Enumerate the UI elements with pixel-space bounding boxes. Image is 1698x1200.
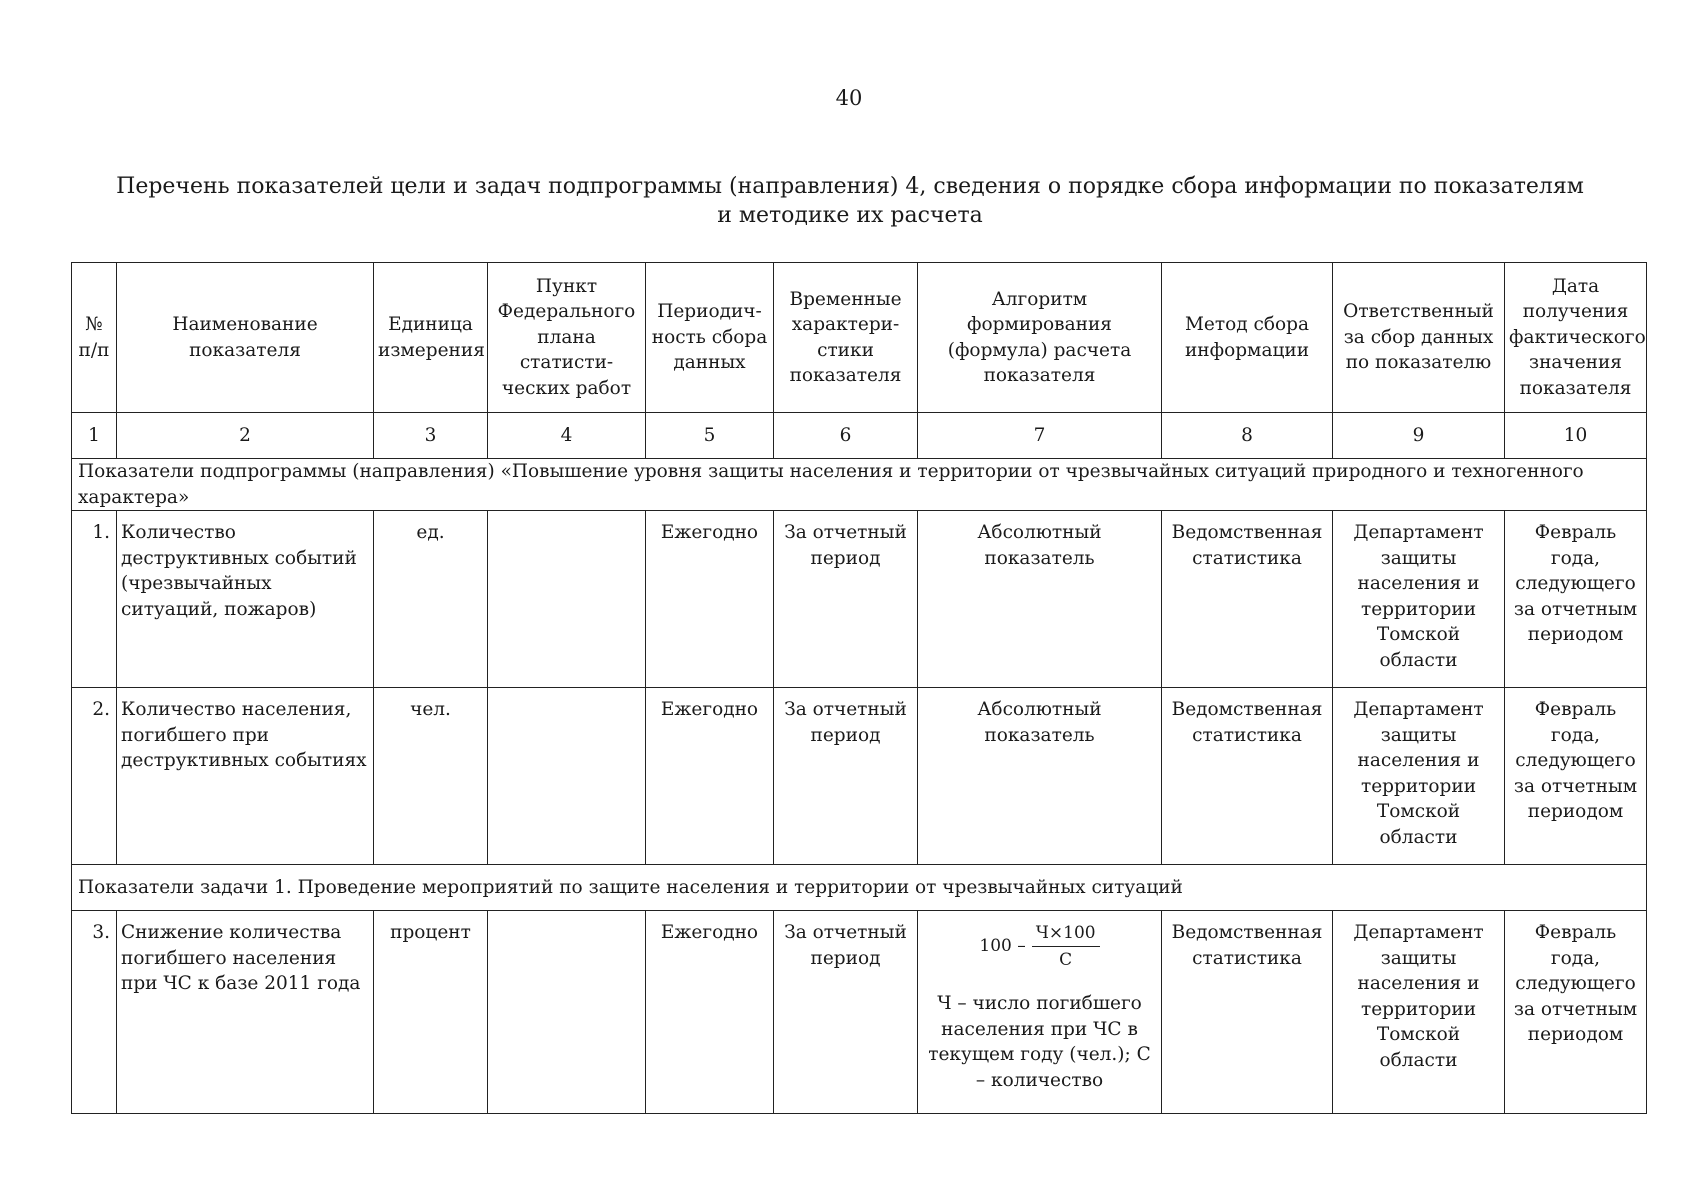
header-cell: Дата получения фактического значения показателя bbox=[1505, 263, 1647, 413]
section-row bbox=[72, 459, 1647, 511]
document-title bbox=[100, 172, 1600, 230]
date-cell: Февраль года, следующего за отчетным периодом bbox=[1505, 911, 1647, 1114]
formula-denominator: С bbox=[1059, 950, 1073, 970]
indicators-table bbox=[71, 262, 1647, 1114]
unit-cell: чел. bbox=[374, 688, 488, 865]
section-row bbox=[72, 865, 1647, 911]
section-heading: Показатели подпрограммы (направления) «Повышение уровня защиты населения и территории от чрезвычайных ситуаций природного и техногенного характера» bbox=[72, 459, 1647, 511]
header-cell: Алгоритм формирования (формула) расчета показателя bbox=[918, 263, 1162, 413]
column-number: 8 bbox=[1162, 413, 1333, 459]
header-cell: № п/п bbox=[72, 263, 117, 413]
date-cell: Февраль года, следующего за отчетным периодом bbox=[1505, 511, 1647, 688]
algorithm-cell bbox=[918, 911, 1162, 1114]
column-number: 6 bbox=[774, 413, 918, 459]
formula-fraction bbox=[1032, 920, 1100, 973]
indicator-name: Количество населения, погибшего при деструктивных событиях bbox=[117, 688, 374, 865]
time-cell: За отчетный период bbox=[774, 688, 918, 865]
row-number: 2. bbox=[72, 688, 117, 865]
header-cell: Метод сбора информации bbox=[1162, 263, 1333, 413]
column-number: 1 bbox=[72, 413, 117, 459]
header-row bbox=[72, 263, 1647, 413]
column-number: 5 bbox=[646, 413, 774, 459]
table-row bbox=[72, 511, 1647, 688]
header-cell: Периодич-ность сбора данных bbox=[646, 263, 774, 413]
title-line-1: Перечень показателей цели и задач подпрограммы (направления) 4, сведения о порядке сбора информации по показателям bbox=[116, 174, 1584, 199]
column-number-row bbox=[72, 413, 1647, 459]
table-row bbox=[72, 688, 1647, 865]
column-number: 7 bbox=[918, 413, 1162, 459]
algorithm-cell: Абсолютный показатель bbox=[918, 688, 1162, 865]
indicator-name: Количество деструктивных событий (чрезвычайных ситуаций, пожаров) bbox=[117, 511, 374, 688]
method-cell: Ведомственная статистика bbox=[1162, 911, 1333, 1114]
header-cell: Наименование показателя bbox=[117, 263, 374, 413]
responsible-cell: Департамент защиты населения и территории Томской области bbox=[1333, 511, 1505, 688]
time-cell: За отчетный период bbox=[774, 511, 918, 688]
responsible-cell: Департамент защиты населения и территории Томской области bbox=[1333, 911, 1505, 1114]
periodicity-cell: Ежегодно bbox=[646, 688, 774, 865]
header-cell: Временные характери-стики показателя bbox=[774, 263, 918, 413]
title-line-2: и методике их расчета bbox=[717, 203, 983, 228]
periodicity-cell: Ежегодно bbox=[646, 511, 774, 688]
algorithm-cell: Абсолютный показатель bbox=[918, 511, 1162, 688]
responsible-cell: Департамент защиты населения и территории Томской области bbox=[1333, 688, 1505, 865]
page-number: 40 bbox=[835, 86, 863, 110]
method-cell: Ведомственная статистика bbox=[1162, 688, 1333, 865]
plan-item-cell bbox=[488, 688, 646, 865]
header-cell: Ответственный за сбор данных по показателю bbox=[1333, 263, 1505, 413]
row-number: 1. bbox=[72, 511, 117, 688]
table-row bbox=[72, 911, 1647, 1114]
indicator-name: Снижение количества погибшего населения при ЧС к базе 2011 года bbox=[117, 911, 374, 1114]
plan-item-cell bbox=[488, 911, 646, 1114]
plan-item-cell bbox=[488, 511, 646, 688]
section-heading: Показатели задачи 1. Проведение мероприятий по защите населения и территории от чрезвычайных ситуаций bbox=[72, 865, 1647, 911]
header-cell: Пункт Федерального плана статисти-ческих работ bbox=[488, 263, 646, 413]
periodicity-cell: Ежегодно bbox=[646, 911, 774, 1114]
formula-numerator: Ч×100 bbox=[1032, 920, 1100, 947]
time-cell: За отчетный период bbox=[774, 911, 918, 1114]
column-number: 4 bbox=[488, 413, 646, 459]
row-number: 3. bbox=[72, 911, 117, 1114]
column-number: 3 bbox=[374, 413, 488, 459]
column-number: 10 bbox=[1505, 413, 1647, 459]
unit-cell: ед. bbox=[374, 511, 488, 688]
column-number: 2 bbox=[117, 413, 374, 459]
date-cell: Февраль года, следующего за отчетным периодом bbox=[1505, 688, 1647, 865]
header-cell: Единица измерения bbox=[374, 263, 488, 413]
formula-description: Ч – число погибшего населения при ЧС в текущем году (чел.); С – количество bbox=[928, 993, 1151, 1091]
formula-prefix: 100 – bbox=[979, 935, 1026, 956]
method-cell: Ведомственная статистика bbox=[1162, 511, 1333, 688]
unit-cell: процент bbox=[374, 911, 488, 1114]
formula bbox=[979, 920, 1099, 973]
column-number: 9 bbox=[1333, 413, 1505, 459]
